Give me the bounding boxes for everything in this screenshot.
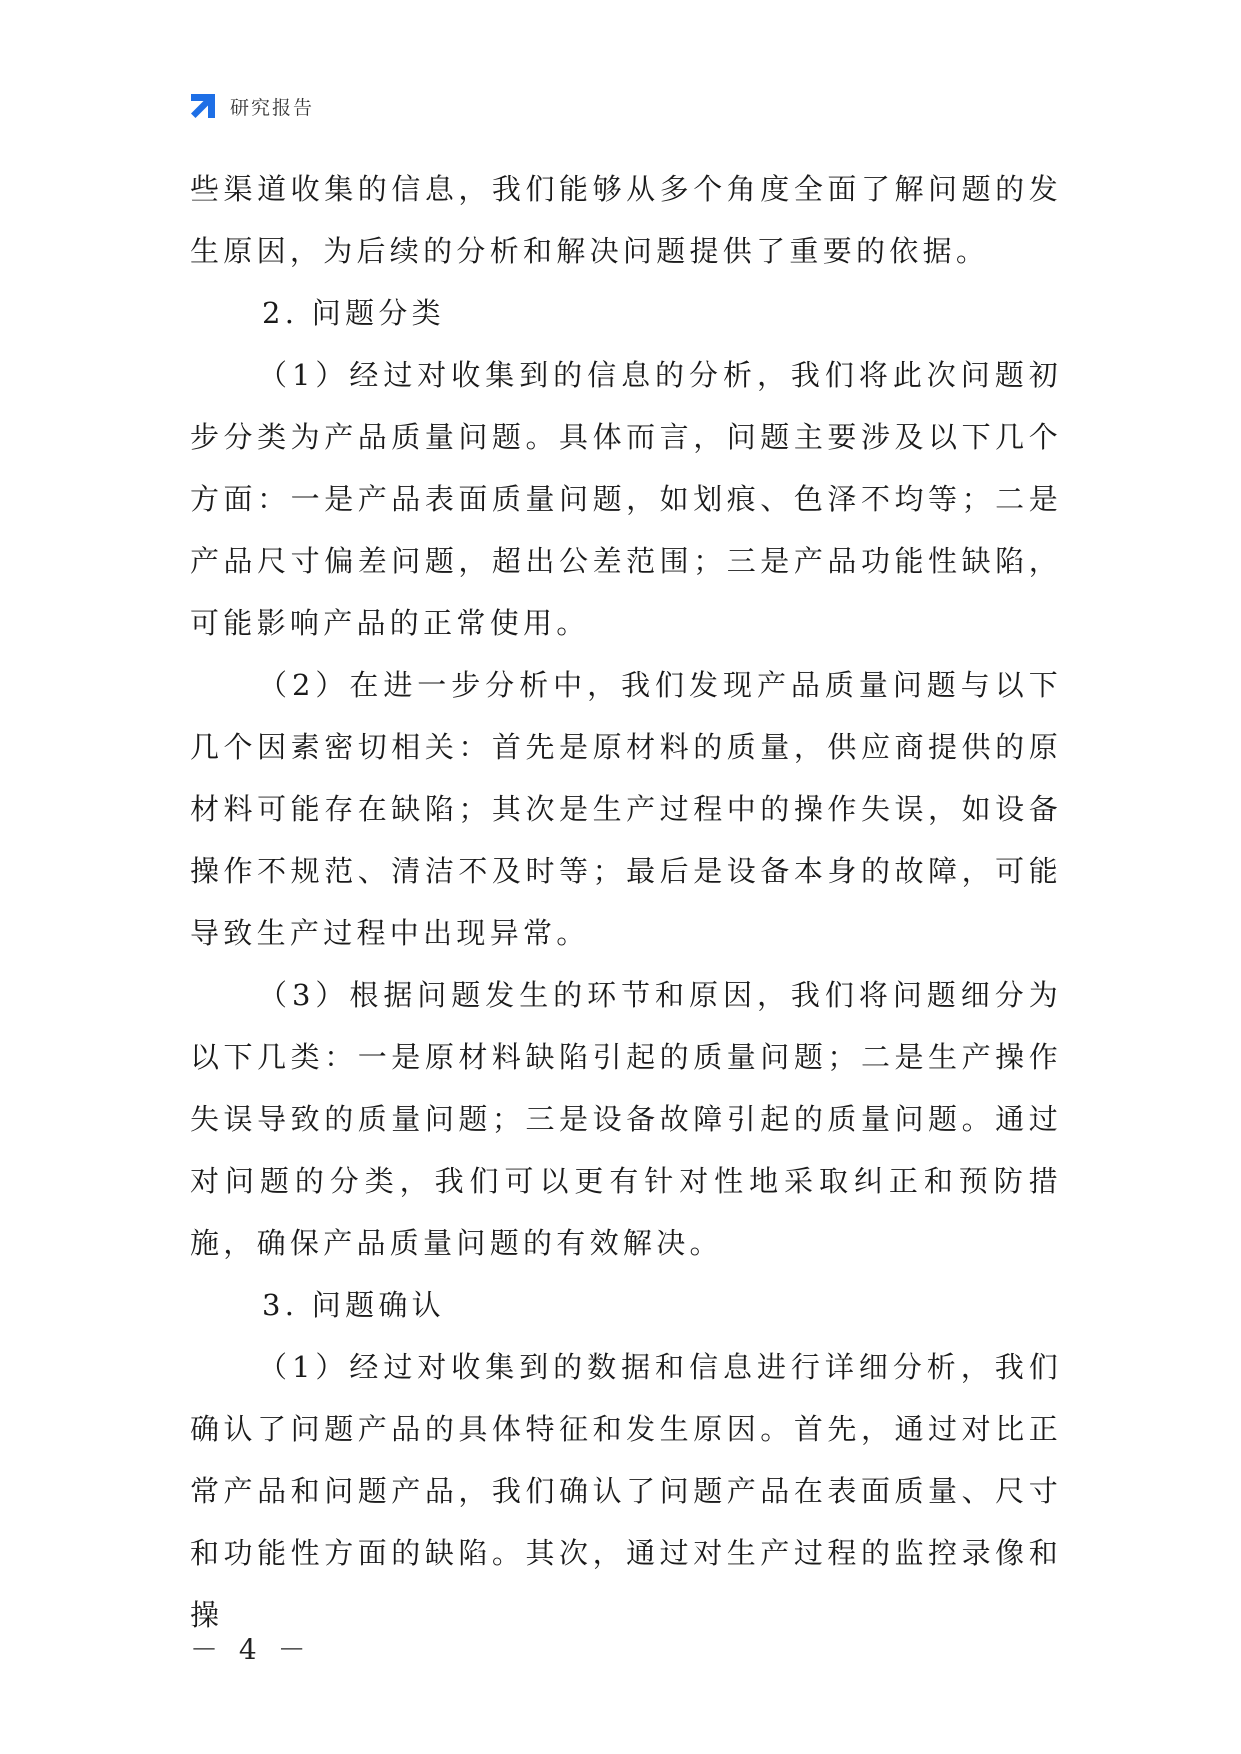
document-body [190, 158, 1062, 1646]
paragraph-classification-1: （1）经过对收集到的信息的分析，我们将此次问题初步分类为产品质量问题。具体而言，问题主要涉及以下几个方面：一是产品表面质量问题，如划痕、色泽不均等；二是产品尺寸偏差问题，超出公差范围；三是产品功能性缺陷，可能影响产品的正常使用。 [190, 358, 1062, 640]
section-heading-confirmation: 3. 问题确认 [262, 1288, 445, 1322]
report-header [188, 88, 314, 124]
section-heading-classification: 2. 问题分类 [262, 296, 445, 330]
paragraph-confirmation-1: （1）经过对收集到的数据和信息进行详细分析，我们确认了问题产品的具体特征和发生原因。首先，通过对比正常产品和问题产品，我们确认了问题产品在表面质量、尺寸和功能性方面的缺陷。其次，通过对生产过程的监控录像和操 [190, 1350, 1062, 1632]
header-title: 研究报告 [230, 96, 315, 119]
paragraph-classification-2: （2）在进一步分析中，我们发现产品质量问题与以下几个因素密切相关：首先是原材料的质量，供应商提供的原材料可能存在缺陷；其次是生产过程中的操作失误，如设备操作不规范、清洁不及时等；最后是设备本身的故障，可能导致生产过程中出现异常。 [190, 668, 1062, 950]
arrow-up-right-icon [188, 91, 218, 121]
page-number: － 4 － [190, 1633, 312, 1666]
paragraph-continued: 些渠道收集的信息，我们能够从多个角度全面了解问题的发生原因，为后续的分析和解决问题提供了重要的依据。 [190, 172, 1062, 268]
paragraph-classification-3: （3）根据问题发生的环节和原因，我们将问题细分为以下几类：一是原材料缺陷引起的质量问题；二是生产操作失误导致的质量问题；三是设备故障引起的质量问题。通过对问题的分类，我们可以更有针对性地采取纠正和预防措施，确保产品质量问题的有效解决。 [190, 978, 1062, 1260]
